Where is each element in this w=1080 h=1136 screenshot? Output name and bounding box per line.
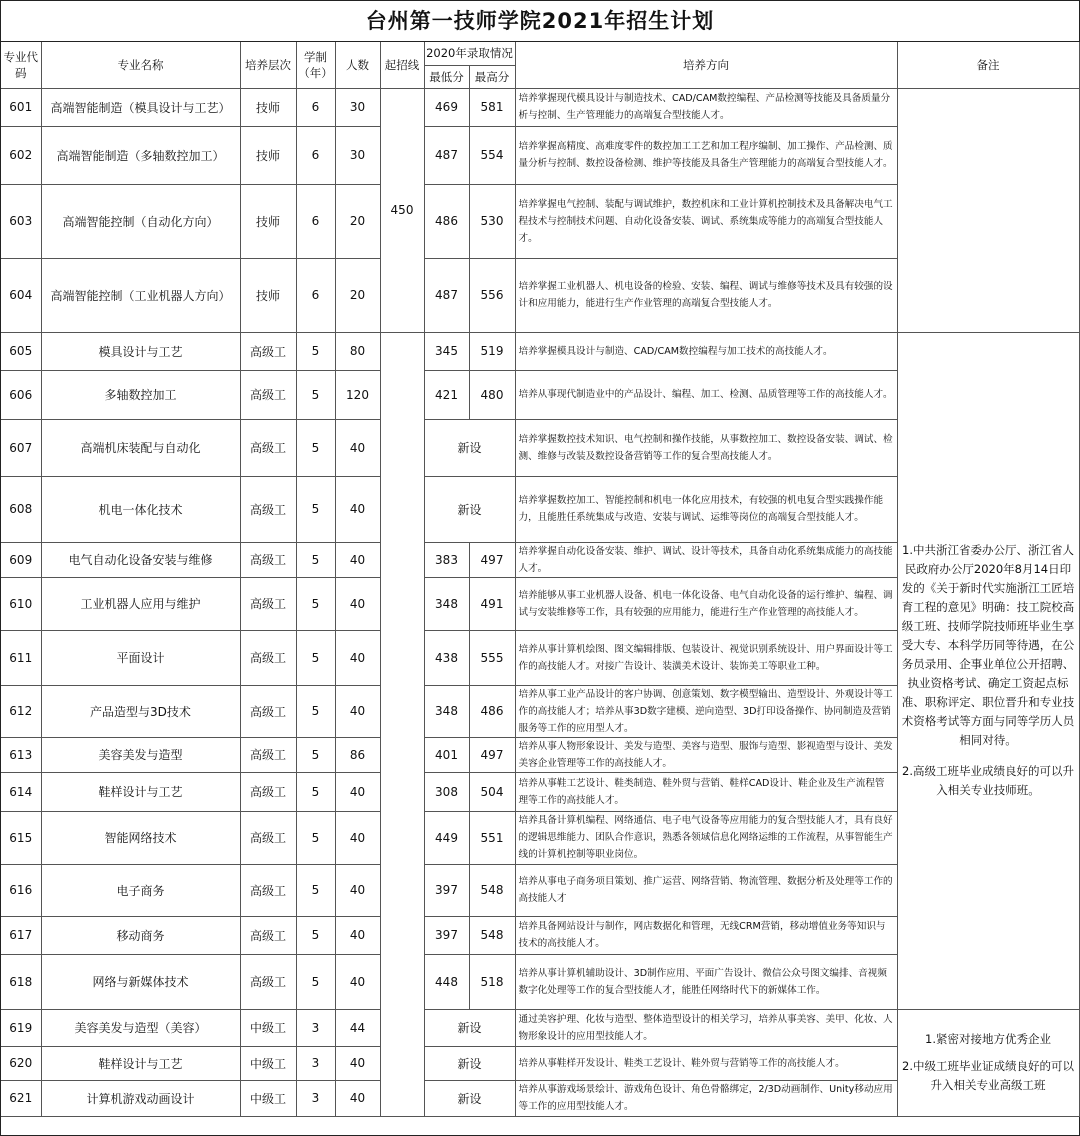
- max-score: 555: [469, 630, 515, 685]
- min-score: 487: [424, 126, 469, 184]
- duration-years: 5: [296, 916, 335, 954]
- header-years: 学制（年）: [296, 42, 335, 88]
- min-score: 469: [424, 88, 469, 126]
- max-score: 548: [469, 864, 515, 916]
- enrollment-count: 40: [335, 685, 380, 737]
- training-direction: 培养掌握数控技术知识、电气控制和操作技能，从事数控加工、数控设备安装、调试、检测、维修与改装及数控设备营销等工作的复合型高技能人才。: [515, 419, 897, 476]
- training-direction: 培养具备网站设计与制作，网店数据化和管理，无线CRM营销，移动增值业务等知识与技术的高技能人才。: [515, 916, 897, 954]
- max-score: 486: [469, 685, 515, 737]
- note-empty: [897, 88, 1079, 332]
- major-name: 电子商务: [41, 864, 240, 916]
- training-level: 高级工: [240, 772, 296, 811]
- training-level: 高级工: [240, 630, 296, 685]
- major-name: 平面设计: [41, 630, 240, 685]
- header-name: 专业名称: [41, 42, 240, 88]
- duration-years: 3: [296, 1046, 335, 1080]
- duration-years: 5: [296, 577, 335, 630]
- min-score: 345: [424, 332, 469, 370]
- duration-years: 6: [296, 88, 335, 126]
- duration-years: 5: [296, 630, 335, 685]
- min-score: 449: [424, 811, 469, 864]
- max-score: 518: [469, 954, 515, 1009]
- major-name: 网络与新媒体技术: [41, 954, 240, 1009]
- major-name: 多轴数控加工: [41, 370, 240, 419]
- enrollment-count: 40: [335, 419, 380, 476]
- training-direction: 培养从事计算机绘图、图文编辑排版、包装设计、视觉识别系统设计、用户界面设计等工作的高技能人才。对接广告设计、装潢美术设计、装饰美工等职业工种。: [515, 630, 897, 685]
- duration-years: 5: [296, 811, 335, 864]
- duration-years: 5: [296, 419, 335, 476]
- duration-years: 5: [296, 954, 335, 1009]
- training-level: 高级工: [240, 916, 296, 954]
- min-score: 448: [424, 954, 469, 1009]
- training-level: 高级工: [240, 542, 296, 577]
- note-advanced-2: 2.高级工班毕业成绩良好的可以升入相关专业技师班。: [902, 764, 1074, 797]
- header-prev-admission: 2020年录取情况: [424, 42, 515, 65]
- duration-years: 6: [296, 184, 335, 258]
- min-score: 401: [424, 737, 469, 772]
- major-code: 603: [1, 184, 41, 258]
- major-code: 615: [1, 811, 41, 864]
- training-level: 技师: [240, 88, 296, 126]
- training-direction: 培养从事鞋工艺设计、鞋类制造、鞋外贸与营销、鞋样CAD设计、鞋企业及生产流程管理等工作的高技能人才。: [515, 772, 897, 811]
- training-level: 高级工: [240, 476, 296, 542]
- training-direction: 培养从事鞋样开发设计、鞋类工艺设计、鞋外贸与营销等工作的高技能人才。: [515, 1046, 897, 1080]
- max-score: 554: [469, 126, 515, 184]
- duration-years: 3: [296, 1080, 335, 1116]
- major-name: 鞋样设计与工艺: [41, 1046, 240, 1080]
- training-level: 高级工: [240, 419, 296, 476]
- note-intermediate-1: 1.紧密对接地方优秀企业: [925, 1032, 1051, 1046]
- min-score: 421: [424, 370, 469, 419]
- enrollment-count: 44: [335, 1009, 380, 1046]
- training-level: 高级工: [240, 370, 296, 419]
- new-major-label: 新设: [424, 1046, 515, 1080]
- training-direction: 培养掌握高精度、高难度零件的数控加工工艺和加工程序编制、加工操作、产品检测、质量分析与控制、数控设备检测、维护等技能及具备生产管理能力的高端复合型技能人才。: [515, 126, 897, 184]
- header-direction: 培养方向: [515, 42, 897, 88]
- training-direction: 培养掌握电气控制、装配与调试维护，数控机床和工业计算机控制技术及具备解决电气工程技术与控制技术问题、自动化设备安装、调试、系统集成等能力的高端复合型技能人才。: [515, 184, 897, 258]
- major-code: 601: [1, 88, 41, 126]
- training-level: 中级工: [240, 1009, 296, 1046]
- table-row: [1, 332, 1079, 370]
- training-direction: 培养从事人物形象设计、美发与造型、美容与造型、服饰与造型、影视造型与设计、美发美容企业管理等工作的高技能人才。: [515, 737, 897, 772]
- cutoff-score: 450: [380, 88, 424, 332]
- major-code: 614: [1, 772, 41, 811]
- min-score: 348: [424, 577, 469, 630]
- duration-years: 5: [296, 772, 335, 811]
- major-code: 606: [1, 370, 41, 419]
- major-code: 607: [1, 419, 41, 476]
- duration-years: 5: [296, 332, 335, 370]
- training-level: 高级工: [240, 332, 296, 370]
- major-name: 产品造型与3D技术: [41, 685, 240, 737]
- enrollment-table: [1, 42, 1080, 1117]
- training-level: 中级工: [240, 1046, 296, 1080]
- max-score: 491: [469, 577, 515, 630]
- enrollment-count: 30: [335, 88, 380, 126]
- major-name: 高端机床装配与自动化: [41, 419, 240, 476]
- enrollment-count: 30: [335, 126, 380, 184]
- training-level: 高级工: [240, 954, 296, 1009]
- min-score: 348: [424, 685, 469, 737]
- training-level: 高级工: [240, 811, 296, 864]
- training-direction: 培养从事计算机辅助设计、3D制作应用、平面广告设计、微信公众号图文编排、音视频数字化处理等工作的复合型技能人才，能胜任网络时代下的新媒体工作。: [515, 954, 897, 1009]
- duration-years: 5: [296, 685, 335, 737]
- major-name: 高端智能制造（多轴数控加工）: [41, 126, 240, 184]
- major-code: 608: [1, 476, 41, 542]
- min-score: 487: [424, 258, 469, 332]
- cutoff-empty: [380, 332, 424, 1116]
- training-level: 高级工: [240, 577, 296, 630]
- major-code: 612: [1, 685, 41, 737]
- major-name: 高端智能制造（模具设计与工艺）: [41, 88, 240, 126]
- enrollment-count: 40: [335, 864, 380, 916]
- enrollment-count: 20: [335, 184, 380, 258]
- major-code: 620: [1, 1046, 41, 1080]
- max-score: 519: [469, 332, 515, 370]
- training-level: 中级工: [240, 1080, 296, 1116]
- min-score: 486: [424, 184, 469, 258]
- header-count: 人数: [335, 42, 380, 88]
- training-direction: 培养能够从事工业机器人设备、机电一体化设备、电气自动化设备的运行维护、编程、调试与安装维修等工作，具有较强的应用能力，能进行生产作业管理的高技能人才。: [515, 577, 897, 630]
- max-score: 551: [469, 811, 515, 864]
- max-score: 504: [469, 772, 515, 811]
- major-name: 工业机器人应用与维护: [41, 577, 240, 630]
- min-score: 308: [424, 772, 469, 811]
- note-advanced-1: 1.中共浙江省委办公厅、浙江省人民政府办公厅2020年8月14日印发的《关于新时代实施浙江工匠培育工程的意见》明确：技工院校高级工班、技师学院技师班毕业生享受大专、本科学历同等待遇，在公务员录用、企事业单位公开招聘、执业资格考试、确定工资起点标准、职称评定、职位晋升和专业技术资格考试等方面与同等学历人员相同对待。: [901, 543, 1075, 747]
- training-direction: 培养从事工业产品设计的客户协调、创意策划、数字模型输出、造型设计、外观设计等工作的高技能人才；培养从事3D数字建模、逆向造型、3D打印设备操作、协同制造及营销服务等工作的应用型人才。: [515, 685, 897, 737]
- header-cutoff: 起招线: [380, 42, 424, 88]
- major-name: 高端智能控制（工业机器人方向）: [41, 258, 240, 332]
- header-code: 专业代码: [1, 42, 41, 88]
- major-name: 鞋样设计与工艺: [41, 772, 240, 811]
- enrollment-count: 40: [335, 916, 380, 954]
- training-direction: 培养具备计算机编程、网络通信、电子电气设备等应用能力的复合型技能人才，具有良好的逻辑思维能力、团队合作意识，熟悉各领域信息化网络运维的工作流程，从事智能生产线的计算机控制等职业岗位。: [515, 811, 897, 864]
- major-name: 高端智能控制（自动化方向）: [41, 184, 240, 258]
- table-row: [1, 1009, 1079, 1046]
- new-major-label: 新设: [424, 1009, 515, 1046]
- major-name: 机电一体化技术: [41, 476, 240, 542]
- duration-years: 5: [296, 737, 335, 772]
- duration-years: 5: [296, 864, 335, 916]
- training-level: 技师: [240, 258, 296, 332]
- major-code: 609: [1, 542, 41, 577]
- enrollment-count: 40: [335, 772, 380, 811]
- enrollment-count: 40: [335, 476, 380, 542]
- min-score: 383: [424, 542, 469, 577]
- min-score: 397: [424, 916, 469, 954]
- duration-years: 6: [296, 126, 335, 184]
- duration-years: 6: [296, 258, 335, 332]
- major-code: 618: [1, 954, 41, 1009]
- major-code: 604: [1, 258, 41, 332]
- major-code: 616: [1, 864, 41, 916]
- min-score: 397: [424, 864, 469, 916]
- enrollment-count: 40: [335, 577, 380, 630]
- enrollment-count: 86: [335, 737, 380, 772]
- enrollment-count: 20: [335, 258, 380, 332]
- note-intermediate: [897, 1009, 1079, 1116]
- major-code: 619: [1, 1009, 41, 1046]
- enrollment-count: 40: [335, 954, 380, 1009]
- training-direction: 培养掌握数控加工、智能控制和机电一体化应用技术，有较强的机电复合型实践操作能力，且能胜任系统集成与改造、安装与调试、运维等岗位的高端复合型技能人才。: [515, 476, 897, 542]
- table-row: [1, 88, 1079, 126]
- duration-years: 5: [296, 370, 335, 419]
- enrollment-count: 80: [335, 332, 380, 370]
- major-code: 617: [1, 916, 41, 954]
- enrollment-count: 40: [335, 542, 380, 577]
- header-note: 备注: [897, 42, 1079, 88]
- training-direction: 培养从事现代制造业中的产品设计、编程、加工、检测、品质管理等工作的高技能人才。: [515, 370, 897, 419]
- training-level: 高级工: [240, 737, 296, 772]
- max-score: 581: [469, 88, 515, 126]
- major-code: 610: [1, 577, 41, 630]
- page-title: 台州第一技师学院2021年招生计划: [1, 1, 1079, 42]
- training-direction: 培养从事电子商务项目策划、推广运营、网络营销、物流管理、数据分析及处理等工作的高技能人才: [515, 864, 897, 916]
- duration-years: 3: [296, 1009, 335, 1046]
- enrollment-count: 40: [335, 811, 380, 864]
- training-direction: 培养掌握模具设计与制造、CAD/CAM数控编程与加工技术的高技能人才。: [515, 332, 897, 370]
- new-major-label: 新设: [424, 1080, 515, 1116]
- major-name: 移动商务: [41, 916, 240, 954]
- enrollment-count: 40: [335, 630, 380, 685]
- duration-years: 5: [296, 476, 335, 542]
- training-direction: 培养掌握现代模具设计与制造技术、CAD/CAM数控编程、产品检测等技能及具备质量分析与控制、生产管理能力的高端复合型技能人才。: [515, 88, 897, 126]
- training-direction: 培养从事游戏场景绘计、游戏角色设计、角色骨骼绑定，2/3D动画制作、Unity移动应用等工作的应用型技能人才。: [515, 1080, 897, 1116]
- header-max-score: 最高分: [469, 65, 515, 88]
- major-name: 计算机游戏动画设计: [41, 1080, 240, 1116]
- new-major-label: 新设: [424, 419, 515, 476]
- enrollment-count: 40: [335, 1080, 380, 1116]
- training-level: 技师: [240, 184, 296, 258]
- major-name: 智能网络技术: [41, 811, 240, 864]
- max-score: 497: [469, 542, 515, 577]
- note-intermediate-2: 2.中级工班毕业证成绩良好的可以升入相关专业高级工班: [902, 1059, 1074, 1092]
- training-direction: 培养掌握工业机器人、机电设备的检验、安装、编程、调试与维修等技术及具有较强的设计和应用能力，能进行生产作业管理的高端复合型技能人才。: [515, 258, 897, 332]
- enrollment-count: 40: [335, 1046, 380, 1080]
- header-level: 培养层次: [240, 42, 296, 88]
- training-level: 高级工: [240, 685, 296, 737]
- note-advanced: [897, 332, 1079, 1009]
- major-code: 621: [1, 1080, 41, 1116]
- major-name: 电气自动化设备安装与维修: [41, 542, 240, 577]
- new-major-label: 新设: [424, 476, 515, 542]
- max-score: 480: [469, 370, 515, 419]
- duration-years: 5: [296, 542, 335, 577]
- major-name: 美容美发与造型: [41, 737, 240, 772]
- major-name: 美容美发与造型（美容）: [41, 1009, 240, 1046]
- training-direction: 通过美容护理、化妆与造型、整体造型设计的相关学习，培养从事美容、美甲、化妆、人物形象设计的应用型技能人才。: [515, 1009, 897, 1046]
- major-name: 模具设计与工艺: [41, 332, 240, 370]
- enrollment-count: 120: [335, 370, 380, 419]
- major-code: 602: [1, 126, 41, 184]
- max-score: 556: [469, 258, 515, 332]
- training-direction: 培养掌握自动化设备安装、维护、调试、设计等技术，具备自动化系统集成能力的高技能人才。: [515, 542, 897, 577]
- min-score: 438: [424, 630, 469, 685]
- major-code: 611: [1, 630, 41, 685]
- major-code: 605: [1, 332, 41, 370]
- major-code: 613: [1, 737, 41, 772]
- max-score: 530: [469, 184, 515, 258]
- training-level: 技师: [240, 126, 296, 184]
- header-min-score: 最低分: [424, 65, 469, 88]
- max-score: 548: [469, 916, 515, 954]
- max-score: 497: [469, 737, 515, 772]
- training-level: 高级工: [240, 864, 296, 916]
